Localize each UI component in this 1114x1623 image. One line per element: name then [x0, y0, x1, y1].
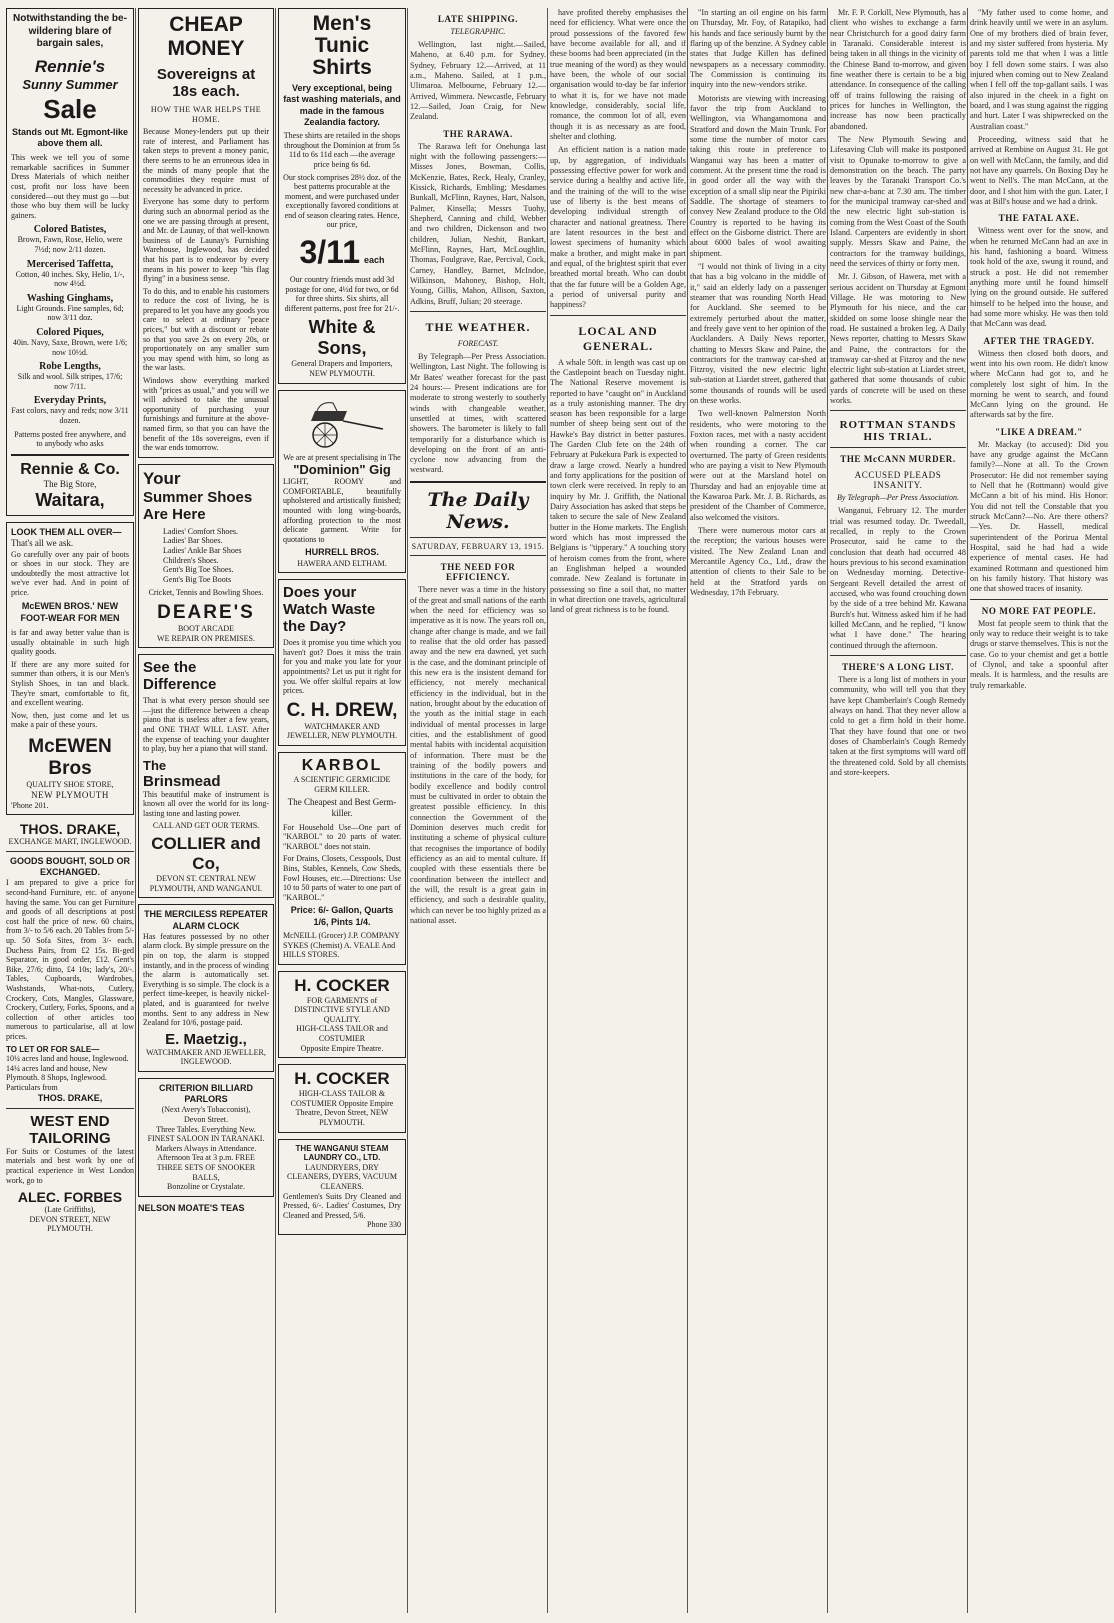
editorial-heading: THE NEED FOR EFFICIENCY. — [440, 562, 516, 583]
country-note: Our country friends must add 3d postage for one, 4½d for two, or 6d for three shirts. Six shirts, all different patterns, post free for 21/-. — [284, 275, 400, 313]
the-line: The — [143, 757, 167, 773]
summer-shoes: Summer Shoes — [143, 488, 253, 506]
cocker-sub-3: HIGH-CLASS TAILOR & COSTUMIER Opposite Empire Theatre, Devon Street, NEW PLYMOUTH. — [290, 1089, 394, 1128]
cocker-ad-2 — [278, 1064, 406, 1132]
rarawa-body — [410, 142, 546, 307]
sale-item — [11, 327, 129, 357]
see-body: That is what every person should see—just the difference between a cheap piano that is useless after a few years, and ONE THAT WILL LAST. After the expense of teaching your daughter to play, buy her a piano that will stand. — [143, 696, 269, 754]
paragraph: have profited thereby emphasises the need for efficiency. What were once the proud possessions of the favored few have become available for all, and if these booms had been appreciated (in the true meaning of the word) as they would have been, the whole of our social organisation would to-day be far inferior to what it is, for we have not made knowledge, considerably, social life, romance, the common lot of all, even though it is as necessary as are food, shelter and clothing. — [550, 8, 686, 141]
tailor-body: For Suits or Costumes of the latest materials and best work by one of practical experience in West London work, go to — [6, 1146, 134, 1185]
goods-heading: GOODS BOUGHT, SOLD OR EXCHANGED. — [9, 855, 130, 878]
billiard-finest: FINEST SALOON IN TARANAKI. — [147, 1134, 265, 1144]
repeater-heading: THE MERCILESS REPEATER ALARM CLOCK — [144, 909, 268, 931]
item-name: Mercerised Taffetta, — [26, 258, 114, 270]
shoe-item: Ladies' Bar Shoes. — [163, 536, 223, 546]
fatal-axe-body — [970, 226, 1108, 329]
standout-line: Stands out Mt. Egmont-like above them all. — [12, 126, 128, 149]
gig-cart-illustration — [297, 399, 387, 449]
mcewen-body: is far and away better value than is usually obtainable in such high quality goods. — [11, 627, 129, 657]
see-heading: See the Difference — [143, 659, 217, 694]
shipping-body — [410, 40, 546, 123]
item-name: Everyday Prints, — [33, 395, 107, 407]
collier-ad — [138, 654, 274, 898]
laundry-ad — [278, 1139, 406, 1235]
deare-name: DEARE'S — [157, 601, 255, 623]
paragraph: Motorists are viewing with increasing favor the trip from Auckland to Wellington, via Whangamomona and Stratford and down the Main Trunk. For some time the number of motor cars taking this route in preference to Wanganui way has been a matter of comment. At the present time the road is in good order all the way with the exception of a small slip near the Pipiriki Saddle. The shortage of steamers to convey New Zealand produce to the Old Country is reported to be having its effect on the Gisborne district. There are about 6000 bales of wool awaiting shipment. — [690, 93, 826, 258]
editorial-body — [410, 585, 546, 926]
deare-sub: BOOT ARCADE — [177, 623, 235, 633]
karbol-heading: KARBOL — [301, 756, 383, 774]
collier-addr: DEVON ST. CENTRAL NEW PLYMOUTH, AND WANGANUI. — [149, 874, 263, 893]
billiard-tables: Three Tables. Everything New. — [156, 1124, 256, 1134]
billiard-snooker: THREE SETS OF SNOOKER BALLS, — [156, 1162, 256, 1182]
maetzig-name: E. Maetzig., — [165, 1030, 247, 1048]
column-trade-ads — [278, 8, 406, 1613]
repeater-body: Has features possessed by no other alarm clock. By simple pressure on the pin on top, the alarm is stopped instantly, and in the process of winding the alarm is automatically set. Everything is so simple. The clock is a perfect time-keeper, is heavily nickel-plated, and is guaranteed for twelve months. Sent to any address in New Zealand for 10/6, postage paid. — [143, 931, 269, 1028]
paragraph: Mr. F. P. Corkill, New Plymouth, has a client who wishes to exchange a farm near Christchurch for a good dairy farm in Taranaki. Considerable interest is being taken in all things in the vicinity of the Chinese Band to-morrow, and given fine weather there is certain to be a big attendance. In consequence of the calling off of trains following the raising of prices for lunches in Wellington, the increase has now been practically abandoned. — [830, 8, 966, 131]
nelson-moate-ad: NELSON MOATE'S TEAS — [138, 1202, 245, 1213]
cocker-addr: Opposite Empire Theatre. — [300, 1043, 384, 1053]
cocker-sub-2: HIGH-CLASS TAILOR and COSTUMIER — [296, 1024, 388, 1044]
trial-heading: ROTTMAN STANDS HIS TRIAL. — [839, 419, 957, 444]
column-news-1 — [410, 8, 546, 1613]
long-list-body — [830, 675, 966, 778]
maetzig-sub: WATCHMAKER AND JEWELLER, INGLEWOOD. — [146, 1047, 266, 1067]
drew-ad — [278, 579, 406, 746]
shoe-list — [163, 527, 269, 585]
drake-name-2: THOS. DRAKE, — [37, 1092, 103, 1103]
billiard-sub: (Next Avery's Tobacconist), — [161, 1105, 251, 1115]
sale-item — [11, 395, 129, 425]
shoe-item: Gent's Big Toe Boots — [163, 574, 232, 584]
column-misc-ads — [138, 8, 274, 1613]
watch-heading: Does your Watch Waste the Day? — [283, 584, 376, 636]
watch-body: Does it promise you time which you haven't got? Does it miss the train for you and make you late for your appointments? Let us put it right for you. We offer skilful repairs at low prices. — [283, 638, 401, 696]
your-line: Your — [143, 468, 181, 488]
paragraph: Witness went over for the snow, and when he returned McCann had an axe in his hand, fashioning a board. Witness took hold of the axe, swung it round, and struck a post. He did not remember anything more until he found himself lying on the ground outside. He suffered himself to be helped into the house, and had some more whisky. He was then told that McCann was dead. — [970, 226, 1108, 329]
sale-item — [11, 293, 129, 323]
collier-name: COLLIER and Co, — [151, 834, 261, 874]
laundry-sub: LAUNDRYERS, DRY CLEANERS, DYERS, VACUUM CLEANERS. — [287, 1162, 397, 1192]
drake-addr: EXCHANGE MART, INGLEWOOD. — [8, 837, 132, 847]
trial-body — [830, 506, 966, 651]
look-sub: That's all we ask. — [11, 538, 74, 549]
paragraph: Most fat people seem to think that the only way to reduce their weight is to take drugs or starve themselves. This is not the case. Go to your chemist and get a bottle of Clynol, and take a spoonful after meals. It is harmless, and the results are truly remarkable. — [970, 618, 1108, 690]
paragraph: Mr. J. Gibson, of Hawera, met with a serious accident on Thursday at Egmont Village. He was motoring to New Plymouth for his niece, and the car skidded on some loose shingle near the road. He sustained a broken leg. A Daily News reporter, chatting to Messrs Skaw and Paine, the contractors for the tramway car-shed at Fitzroy and the new electric light sub-station at Liardet street, gathered that some thousands of cubic yards of concrete will be used on these works. — [830, 272, 966, 406]
dominion-gig: "Dominion" Gig — [293, 462, 391, 478]
mcewen-brand: McEWEN Bros — [28, 735, 112, 779]
paragraph: A whale 50ft. in length was cast up on the Castlepoint beach on Tuesday night. The National Reserve movement is reported to have "caught on" in Auckland as a truly astonishing manner. The dry season has been responsible for a large number of sheep being sent out of the Hawke's Bay district in better pastures. The Garden Club fete on the 24th of February at Pukekura Park is expected to draw a large crowd. Nearly a hundred and forty applications for the position of town clerk were received. In reply to an inquiry by Mr. J. Griffith, the National Dairy Association has asked that steps be taken to secure the sale of New Zealand butter in the Home markets. The English word which has most impressed the Belgians is "tipperary." A touching story of heroism comes from the front, where an Englishman helped a wounded comrade. New Zealand is fortunate in possessing so fine a soil that, no matter in what direction one travels, agricultural land of great richness is to be found. — [550, 357, 686, 615]
news-paragraphs — [690, 8, 826, 598]
store-town: Waitara, — [35, 490, 105, 511]
masthead: The Daily News. — [427, 488, 529, 533]
billiard-bonzoline: Bonzoline or Crystalate. — [167, 1182, 245, 1192]
long-list-heading: THERE'S A LONG LIST. — [842, 662, 954, 673]
karbol-sub: A SCIENTIFIC GERMICIDE GERM KILLER. — [293, 774, 391, 794]
news-paragraphs — [830, 8, 966, 406]
sale-heading: Sale — [43, 93, 97, 124]
shirt-price: 3/11 — [299, 234, 360, 271]
drew-sub: WATCHMAKER AND JEWELLER, NEW PLYMOUTH. — [286, 721, 398, 741]
weather-body — [410, 352, 546, 476]
sale-item — [11, 361, 129, 391]
karbol-body: The Cheapest and Best Germ-killer. — [287, 797, 397, 819]
item-desc: 40in. Navy, Saxe, Brown, were 1/6; now 10½d. — [12, 338, 128, 357]
shirt-body-1: Very exceptional, being fast washing materials, and made in the famous Zealandia factory. — [283, 83, 401, 127]
shirt-body-2: These shirts are retailed in the shops throughout the Dominion at from 5s 11d to 6s 11d each —the average price being 6s 6d. — [283, 131, 401, 169]
call-line: CALL AND GET OUR TERMS. — [152, 821, 260, 831]
mcewen-line: McEWEN BROS.' NEW FOOT-WEAR FOR MEN — [20, 601, 120, 623]
forecast-subhead: FORECAST. — [457, 338, 499, 348]
sale-item — [11, 224, 129, 254]
paragraph: Proceeding, witness said that he arrived at Rembine on August 31. He got on well with McCann, the family, and did not have any quarrels. On Boxing Day he went to Nell's. The man McCann, at the door, and I shot him with the gun. Later, I was at Bill's house and we had a drink. — [970, 134, 1108, 206]
forbes-sub: (Late Griffiths), — [44, 1205, 96, 1215]
paragraph: An efficient nation is a nation made up, by aggregation, of individuals possessing effective power for work and service during a healthy and active life, and the training of the will to the wise use of liberty is the best means of developing individual strength of character and national greatness. There are latent resources in the best and lowest specimens of humanity which make a brother, and might make in part and equal, of the brightest spirit that ever breathed mortal breath. Who can doubt that the far future will be a Golden Age, a period of universal purity and happiness? — [550, 145, 686, 310]
money-body-2: Everyone has some duty to perform during such an abnormal period as the one we are passing through at present, and Mr. de Launay, of that well-known business of de Launay's Furnishing Warehouse, Inglewood, has decided that his part is to endeavor by every means in his power to keep "his flag flying" in a business sense. — [143, 197, 269, 284]
weather-heading: THE WEATHER. — [425, 319, 531, 334]
laundry-heading: THE WANGANUI STEAM LAUNDRY CO., LTD. — [295, 1143, 389, 1163]
alarm-clock-ad — [138, 904, 274, 1072]
let-body: 10¼ acres land and house, Inglewood. 14¼ acres land and house, New Plymouth. 8 Shops, Inglewood. Particulars from — [6, 1054, 129, 1092]
rarawa-heading: THE RARAWA. — [443, 128, 513, 139]
sovereigns-line: Sovereigns at 18s each. — [156, 66, 256, 100]
hurrell-name: HURRELL BROS. — [305, 547, 379, 558]
deare-repair: WE REPAIR ON PREMISES. — [157, 633, 255, 643]
shirt-body-3: Our stock comprises 28½ doz. of the best patterns procurable at the moment, and were purchased under exceptionally favored conditions at end of season clearing rates. Hence, our price, — [283, 172, 401, 230]
cheap-money-heading: CHEAP MONEY — [167, 13, 245, 60]
let-heading: TO LET OR FOR SALE— — [6, 1044, 100, 1054]
mcewen-ad — [6, 522, 134, 815]
dominion-body: LIGHT, ROOMY and COMFORTABLE, beautifully upholstered and artistically finished; mounted with long wing-boards, affording protection to the most delicate garment. Write for quotations to — [283, 477, 401, 544]
mcewen-sub: QUALITY SHOE STORE, — [26, 779, 114, 789]
karbol-ad — [278, 752, 406, 965]
now-line: Now, then, just come and let us make a pair of these yours. — [11, 710, 129, 730]
rennie-sale-ad — [6, 8, 134, 516]
fat-people-body — [970, 619, 1108, 691]
paragraph: Wellington, last night.—Sailed, Maheno, at 6.40 p.m. for Sydney. Sydney, February 12.—Arrived, at 11 a.m., Maheno. Sailed, at 1 p.m., Ulimaroa. Melbourne, February 12.—Arrived, Wimmera. Newcastle, February 12.—Sailed, Joan Craig, for New Zealand. — [410, 40, 546, 122]
forbes-name: ALEC. FORBES — [17, 1189, 123, 1206]
column-news-4 — [830, 8, 966, 1613]
issue-date: SATURDAY, FEBRUARY 13, 1915. — [411, 541, 545, 551]
local-general-body — [550, 358, 686, 616]
mcewen-town: NEW PLYMOUTH — [31, 789, 109, 800]
forbes-addr: DEVON STREET, NEW PLYMOUTH. — [29, 1214, 111, 1234]
dominion-intro: We are at present specialising in The — [283, 452, 401, 462]
money-body-3: To do this, and to enable his customers to reduce the cost of living, he is prepared to let you have any goods you care to select at ordinary "peace prices," but with a discount or rebate so that you save 2s on every 20s, or proportionately on any smaller sum you may spend with him, so long as the war lasts. — [143, 286, 269, 373]
shirt-price-unit: each — [364, 255, 385, 266]
press-line: By Telegraph—Per Press Association. — [837, 493, 959, 503]
telegraphic-subhead: TELEGRAPHIC. — [450, 27, 506, 36]
sale-item-list — [11, 224, 129, 425]
item-desc: Cotton, 40 inches. Sky, Helio, 1/-, now 4½d. — [15, 269, 125, 289]
editorial-continued — [550, 8, 686, 311]
tailoring-heading: WEST END TAILORING — [29, 1112, 111, 1147]
column-news-3 — [690, 8, 826, 1613]
money-body-1: Because Money-lenders put up their rate of interest, and Parliament has taken steps to prevent a money panic, there seems to be an erroneous idea in the minds of many people that the commodities they require must of necessity be advanced in price. — [143, 127, 269, 194]
karbol-drains: For Drains, Closets, Cesspools, Dust Bins, Stables, Kennels, Cow Sheds, Fowl Houses, etc.—Directions: Use 10 to 50 parts of water to one part of "KARBOL." — [283, 854, 401, 902]
paragraph: Witness then closed both doors, and went into his own room. He didn't know where McCann had got to, and he completely lost sight of him. In the morning he went to search, and found McCann lying on the ground. He afterwards sat by the fire. — [970, 348, 1108, 420]
brand-name: Rennie's — [34, 56, 106, 76]
local-general-heading: LOCAL AND GENERAL. — [578, 323, 658, 353]
hurrell-ad — [278, 390, 406, 574]
after-tragedy-body — [970, 349, 1108, 421]
paragraph: There were numerous motor cars at the reception; the various houses were visited. The New Zealand Loan and Mercantile Agency Co., Ltd., draw the attention of clients to their Sale to be held at the Stratford yards on Wednesday, 17th February. — [690, 526, 826, 598]
item-desc: Fast colors, navy and reds; now 3/11 dozen. — [11, 406, 129, 425]
ad-tagline: Notwithstanding the be-wildering blare of bargain sales, — [13, 13, 127, 49]
item-name: Robe Lengths, — [39, 361, 101, 373]
item-desc: Silk and wool. Silk stripes, 17/6; now 7/11. — [17, 372, 123, 391]
white-sons-sub: General Drapers and Importers, NEW PLYMOUTH. — [291, 359, 393, 379]
dream-body — [970, 440, 1108, 595]
item-name: Colored Piques, — [36, 327, 104, 339]
paragraph: "In starting an oil engine on his farm on Thursday, Mr. Foy, of Ratapiko, had his hands and face seriously burnt by the flaring up of the benzine. A Sydney cable states that Judge Killen has defined newspapers as a necessary commodity. The Commission is continuing its inquiry into the new-vendors strike. — [690, 8, 826, 90]
deare-ad — [138, 464, 274, 648]
brinsmead-name: Brinsmead — [143, 772, 221, 790]
trial-continued — [970, 8, 1108, 207]
are-here: Are Here — [143, 505, 206, 523]
brand-line: Sunny Summer — [22, 76, 118, 92]
tunic-shirts-heading: Men's Tunic Shirts — [312, 12, 372, 80]
drew-name: C. H. DREW, — [286, 699, 398, 721]
look-heading: LOOK THEM ALL OVER— — [11, 527, 122, 538]
white-sons-name: White & Sons, — [308, 317, 376, 359]
column-news-5 — [970, 8, 1108, 1613]
brinsmead-body: This beautiful make of instrument is known all over the world for its long-lasting tone and lasting power. — [143, 789, 269, 818]
fatal-axe-heading: THE FATAL AXE. — [998, 213, 1080, 224]
cricket-line: Cricket, Tennis and Bowling Shoes. — [148, 588, 264, 598]
item-name: Colored Batistes, — [33, 224, 107, 236]
paragraph: By Telegraph—Per Press Association. Wellington, Last Night. The following is Mr Bates' weather forecast for the past 24 hours:— Present indications are for moderate to strong westerly to southerly winds with changeable weather, unsettled at times, with scattered showers. The barometer is likely to fall temporarily for a disturbance which is developing on the front of an anti-cyclone now advancing from the westward. — [410, 351, 546, 475]
after-tragedy-heading: AFTER THE TRAGEDY. — [983, 335, 1095, 346]
column-news-2 — [550, 8, 686, 1613]
karbol-price: Price: 6/- Gallon, Quarts 1/6, Pints 1/4. — [290, 905, 394, 927]
money-body-4: Windows show everything marked with "prices as usual," and you will we will advised to take the unusual opportunity of purchasing your furnishings and furniture at the above-named firm, so that you can have the benefit of the 18s sovereigns, even if the war ends tomorrow. — [143, 376, 269, 453]
shoe-item: Children's Shoes. — [163, 555, 219, 565]
billiard-markers: Markers Always in Attendance. — [155, 1143, 257, 1153]
dream-heading: "LIKE A DREAM." — [995, 426, 1083, 437]
war-line: HOW THE WAR HELPS THE HOME. — [150, 105, 262, 124]
shoe-item: Gent's Big Toe Shoes. — [163, 565, 234, 575]
patterns-note: Patterns posted free anywhere, and to anybody who asks — [14, 429, 126, 449]
drake-name: THOS. DRAKE, — [19, 821, 121, 838]
cool-body: If there are any more suited for summer than others, it is our Men's Stylish Shoes, in tan and black. They're smart, comfortable to fit, and excellent wearing. — [11, 659, 129, 708]
shoe-item: Ladies' Comfort Shoes. — [163, 526, 238, 536]
insanity-subhead: ACCUSED PLEADS INSANITY. — [854, 470, 942, 491]
paragraph: "I would not think of living in a city that has a big volcano in the middle of it," said an elderly lady on a passenger steamer that was rounding North Head for Auckland. She seemed to be extremely perturbed about the matter, and freely gave vent to her opinion of the Aucklanders. A Daily News reporter, chatting to Messrs Skaw and Paine, the contractors for the tramway car-shed at Fitzroy, visited the new electric light sub-station at Liardet street, gathered that some thousands of rounds will be used on these works. — [690, 261, 826, 406]
shoe-item: Ladies' Ankle Bar Shoes — [163, 545, 242, 555]
paragraph: The New Plymouth Sewing and Lifesaving Club will make its postponed visit to Opunake to-morrow to give a demonstration on the beach. The party leaves by the Taranaki Transport Co.'s new char-a-banc at 7.30 am. The timber for the municipal tramway car-shed and the new electric light sub-station is coming from the West Coast of the South Island. Carpenters are evidently in short supply. Messrs Skaw and Paine, the contractors for the tramway buildings, need the services of thirty or forty men. — [830, 134, 966, 268]
laundry-phone: Phone 330 — [367, 1220, 401, 1230]
store-name: Rennie & Co. — [20, 460, 120, 478]
column-rennie-ads — [6, 8, 134, 1613]
paragraph: "My father used to come home, and drink heavily until we were in an asylum. One of my brothers died of brain fever, and my sister suffered from hysteria. My parents told me that when I was a little boy I fell down some stairs. I was also injured when coming out to New Zealand when I fell off the top-gallant sails. I was also injured in the cheek in a fight on board, and I was stung against the rigging and hurt. Later I was shipwrecked on the Australian coast." — [970, 8, 1108, 131]
paragraph: Mr. Mackay (to accused): Did you have any grudge against the McCann family?—None at all. To the Crown Prosecutor: He did not remember saying to Nell that he (Rottmann) would give McCann a bit of his mind. His Honor: You did not tell the Constable that you struck McCann?—No. Are there others?—Yes. Dr. Hassell, medical superintendent of the Porirua Mental Hospital, said he had had a wide experience of mental cases. He had examined Rottmann and questioned him on his family history. That history was one that showed traces of insanity. — [970, 439, 1108, 594]
item-desc: Light Grounds. Fine samples, 6d; now 3/11 doz. — [16, 303, 124, 323]
cocker-name-2: H. COCKER — [294, 1069, 390, 1089]
look-body: Go carefully over any pair of boots or shoes in our stock. They are undoubtedly the most attractive lot we've ever had. And in point of price. — [11, 549, 129, 597]
paragraph: The Rarawa left for Onehunga last night with the following passengers:— Misses Jones, Bowman, Collis, McKenzie, Bates, Reck, Healy, Cranley, Kissick, Richards, Embling; Mesdames Bunkall, McFlinn, Raynes, Hart, Nalson, Palmer, Kinsella; Messrs Tuohy, Shepherd, Canning and child, Webber and two children, Dickenson and two children, Julian, Nesbit, Bankart, McFlinn, Raynes, Hart, McLoughlin, Thomas, Foulgrave, Rae, Percival, Cock, Carney, Handley, Barnet, McIndoe, Wilkinson, Mahoney, Bishop, Holt, Young, Gillis, Mahon, Allison, Saxton, Adkins, Bruff, Julian; 20 steerage. — [410, 141, 546, 306]
phone-number: 'Phone 201. — [11, 800, 49, 810]
hurrell-sub: HAWERA AND ELTHAM. — [297, 558, 387, 568]
item-name: Washing Ginghams, — [26, 292, 114, 304]
murder-subhead: THE McCANN MURDER. — [840, 454, 956, 465]
billiard-heading: CRITERION BILLIARD PARLORS — [159, 1082, 253, 1105]
paragraph: There is a long list of mothers in your community, who will tell you that they have kept Chamberlain's Cough Remedy always on hand. That they never allow a cold to get a firm hold in their home. That they have found that one or two doses of Chamberlain's Cough Remedy taken at the first symptoms will ward off the threatened cold. Sold by all chemists and store-keepers. — [830, 675, 966, 778]
cocker-sub: FOR GARMENTS of DISTINCTIVE STYLE AND QUALITY. — [294, 995, 390, 1024]
sale-intro: This week we tell you of some remarkable sacrifices in Summer Dress Materials of which neither cost, profit nor loss have been considered—out they must go —but those who buy them will be lucky gainers. — [11, 153, 129, 220]
shipping-heading: LATE SHIPPING. — [437, 14, 519, 24]
white-sons-ad — [278, 8, 406, 384]
sale-item — [11, 259, 129, 289]
cheap-money-ad — [138, 8, 274, 458]
store-sub: The Big Store, — [43, 478, 97, 489]
item-desc: Brown, Fawn, Rose, Helio, were 7½d; now 2/11 dozen. — [17, 235, 123, 255]
billiard-street: Devon Street. — [184, 1114, 228, 1124]
goods-body: I am prepared to give a price for second-hand Furniture, etc. of anyone having the same. You can get Furniture and goods of all descriptions at post cost half the price of new. 60 chairs, from 3/- to 5/6 each. 20 Tables from 5/- up. 50 Sofa Sites, from 3/- each. Duchess Pairs, from £2 15s. Bi-ged Separator, in good order, £12. Gent's Bike, 27/6; ditto, £4 10s; lady's, 20/-. Tables, Cupboards, Wardrobes, Washstands, What-nots, Cutlery, Crockery, Cots, Mangles, Glassware, Crockery, Cutlery, Forks, Spoons, and a collection of other articles too numerous to particularise, all at low prices. — [6, 878, 134, 1041]
karbol-agents: McNEILL (Grocer) J.P. COMPANY SYKES (Chemist) A. VEALE And HILLS STORES. — [283, 930, 400, 960]
karbol-use: For Household Use—One part of "KARBOL" to 20 parts of water. "KARBOL" does not stain. — [283, 822, 401, 851]
laundry-body: Gentlemen's Suits Dry Cleaned and Pressed, 6/-. Ladies' Costumes, Dry Cleaned and Pressed, 5/6. — [283, 1191, 401, 1220]
paragraph: Two well-known Palmerston North residents, who were motoring to the Foxton races, met with a nasty accident when rounding a corner. The car overturned. The party of Green residents who are paying a visit to New Plymouth were out at the Marsland hotel on Thursday and had an enjoyable time at the Kawaroa Park. Mr. J. B. Richards, as president of the Chamber of Commerce, also welcomed the visitors. — [690, 409, 826, 522]
cocker-name: H. COCKER — [294, 975, 390, 995]
billiard-hours: Afternoon Tea at 3 p.m. FREE — [157, 1153, 255, 1163]
paragraph: Wanganui, February 12. The murder trial was resumed today. Dr. Tweedall, recalled, in reply to the Crown Prosecutor, said he came to the conclusion that death had occurred 48 hours previous to his second examination on Wednesday morning. Detective-Sergeant Revell detailed the arrest of accused, who was found crouching down by the side of a tree behind Mr. Kawana Burch's hut. Witness asked him if he had killed McCann, and he replied, "I know what I have done." The hearing continued through the afternoon. — [830, 506, 966, 650]
billiard-ad — [138, 1078, 274, 1197]
paragraph: There never was a time in the history of the great and small nations of the earth when the need for efficiency was so imperative as it is now. The years roll on, change after change is made, and we fail to realise that the old order has passed away and the new era dawned, yet such is the case, and the dominant principle of this new era is the insistent demand for efficiency, not merely mechanical efficiency in the individual, but in the nation, brought about by the education of the youth as the initial stage in each individual of mental processes in large cities, and the establishment of good mental habits with incidental acquisition of information. There must be the training of the bodily powers and institutions in the care of the body, for bodily excellence and bodily control must be cultivated in order to obtain the greatest possible efficiency. In this connection the Government of the Dominion deserves much credit for instituting a scheme of physical culture that recognises the importance of bodily efficiency as an aid to mental culture. If coupled with these essentials there be coordination between the intellect and the will, the result is a great gain in efficiency, and such a desirable quality, which can never be too highly prized as a national asset. — [410, 585, 546, 925]
cocker-ad-1 — [278, 971, 406, 1059]
fat-people-heading: NO MORE FAT PEOPLE. — [981, 605, 1097, 616]
